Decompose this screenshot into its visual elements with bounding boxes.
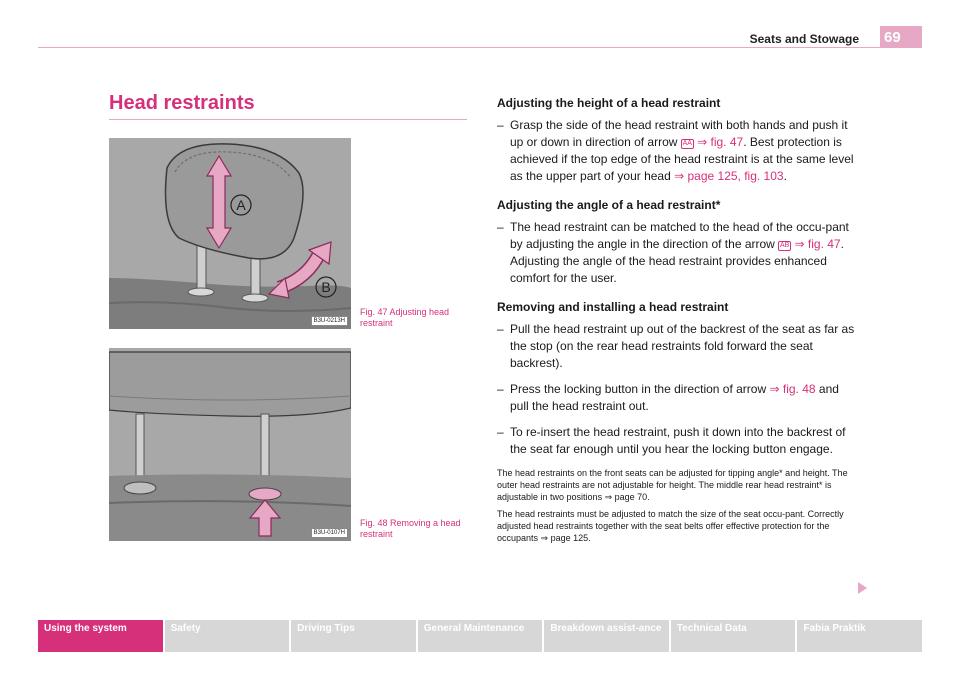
instruction-item: – The head restraint can be matched to the head of the occu-pant by adjusting the angle in the direction of the arrow AB ⇒ fig. 47. Adjusting the angle of the head restraint provides enhanced comfort for the user.: [497, 220, 849, 285]
nav-tab-using-the-system[interactable]: Using the system: [38, 620, 163, 652]
section-title-rule: [109, 119, 467, 120]
dash-bullet: –: [497, 220, 504, 234]
nav-tab-breakdown-assistance[interactable]: Breakdown assist-ance: [544, 620, 669, 652]
next-page-arrow-icon[interactable]: [858, 582, 867, 594]
callout-badge-ab: AB: [780, 242, 790, 249]
figure-code: B3U-0107H: [311, 528, 348, 538]
page-link[interactable]: ⇒ page 125, fig. 103: [674, 169, 784, 183]
callout-badge-aa: AA: [682, 140, 692, 147]
figure-code: B3U-0213H: [311, 316, 348, 326]
subheading-removing-installing: Removing and installing a head restraint: [497, 300, 729, 314]
dash-bullet: –: [497, 425, 504, 439]
body-text-column: [497, 96, 857, 549]
head-restraint-removal-illustration: [109, 348, 351, 541]
instruction-item: – Press the locking button in the direction of arrow ⇒ fig. 48 and pull the head restraint out.: [497, 382, 839, 413]
nav-tab-safety[interactable]: Safety: [165, 620, 290, 652]
nav-tab-fabia-praktik[interactable]: Fabia Praktik: [797, 620, 922, 652]
instruction-item: – Grasp the side of the head restraint with both hands and push it up or down in direction of arrow AA ⇒ fig. 47. Best protection is achieved if the top edge of the head restraint is at the same level as the upper part of your head ⇒ page 125, fig. 103.: [497, 118, 854, 183]
callout-b: B: [321, 279, 331, 295]
figure-link[interactable]: ⇒ fig. 47: [697, 135, 744, 149]
nav-tab-technical-data[interactable]: Technical Data: [671, 620, 796, 652]
instruction-item: – To re-insert the head restraint, push it down into the backrest of the seat far enough until you hear the locking button engage.: [497, 425, 846, 456]
subheading-adjust-height: Adjusting the height of a head restraint: [497, 96, 721, 110]
figure-caption: Fig. 48 Removing a head restraint: [360, 518, 461, 539]
note-paragraph: The head restraints must be adjusted to match the size of the seat occu-pant. Correctly adjusted head restraints together with the seat belts offer effective protection for the occupants ⇒ page 125.: [497, 509, 844, 543]
header-rule: [38, 47, 922, 48]
figure-removing-head-restraint: [109, 348, 351, 541]
running-header-title: Seats and Stowage: [749, 32, 859, 46]
nav-tab-general-maintenance[interactable]: General Maintenance: [418, 620, 543, 652]
subheading-adjust-angle: Adjusting the angle of a head restraint*: [497, 198, 721, 212]
section-title: Head restraints: [109, 92, 255, 114]
note-paragraph: The head restraints on the front seats can be adjusted for tipping angle* and height. The outer head restraints are not adjustable for height. The middle rear head restraint* is adjustable in two positions ⇒ page 70.: [497, 468, 848, 502]
figure-link[interactable]: ⇒ fig. 48: [769, 382, 816, 396]
figure-adjusting-head-restraint: [109, 138, 351, 329]
callout-a: A: [236, 197, 246, 213]
instruction-item: – Pull the head restraint up out of the backrest of the seat as far as the stop (on the rear head restraints fold forward the seat backrest).: [497, 322, 855, 370]
page-number: 69: [884, 29, 901, 46]
dash-bullet: –: [497, 382, 504, 396]
dash-bullet: –: [497, 118, 504, 132]
nav-tab-driving-tips[interactable]: Driving Tips: [291, 620, 416, 652]
head-restraint-illustration: [109, 138, 351, 329]
figure-link[interactable]: ⇒ fig. 47: [794, 237, 841, 251]
figure-caption: Fig. 47 Adjusting head restraint: [360, 307, 450, 328]
chapter-nav-bar: [38, 620, 922, 652]
dash-bullet: –: [497, 322, 504, 336]
